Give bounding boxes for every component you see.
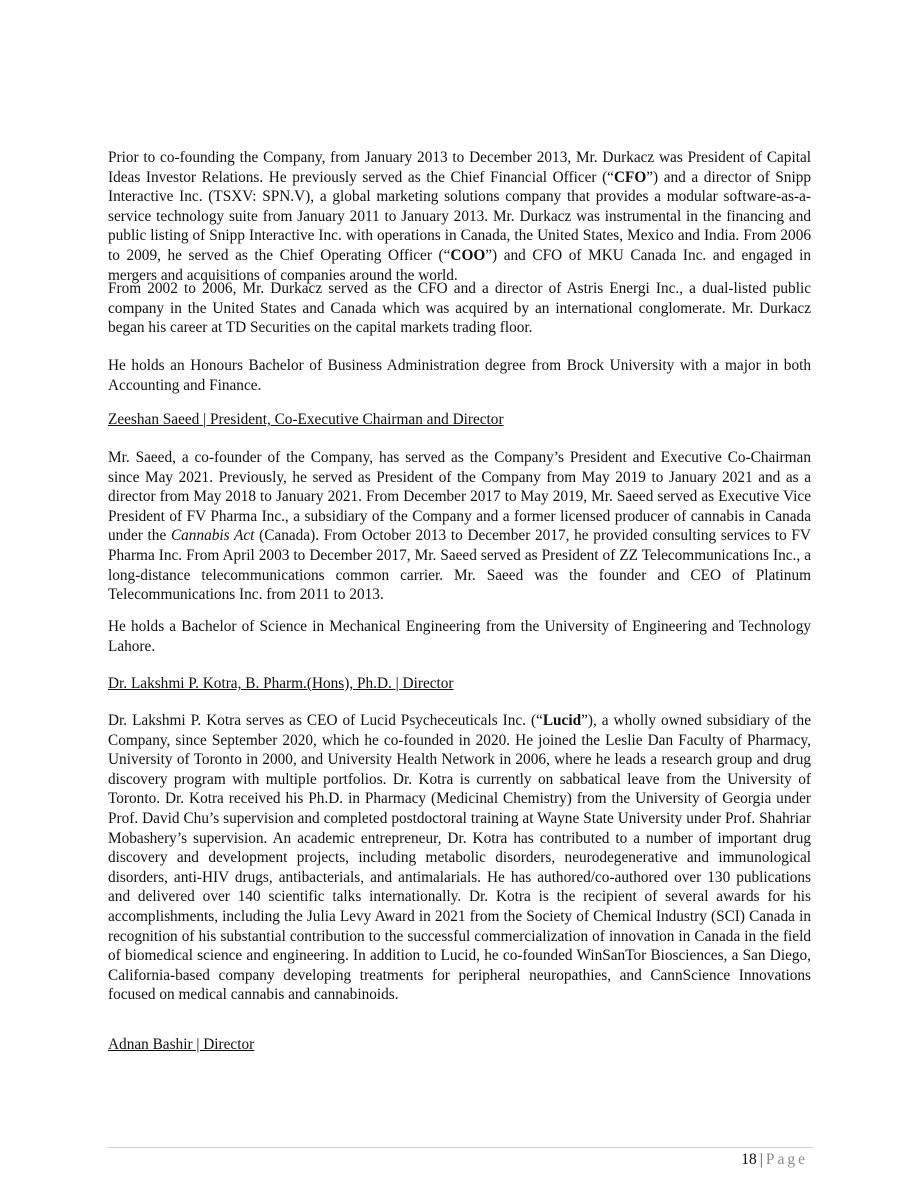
- paragraph-saeed-career: [108, 448, 811, 605]
- page-label: Page: [765, 1151, 808, 1168]
- heading-zeeshan-saeed: Zeeshan Saeed | President, Co-Executive Chairman and Director: [108, 411, 504, 428]
- defined-term: CFO: [613, 168, 647, 186]
- text: ”), a wholly owned subsidiary of the Company, since September 2020, which he co-founded in 2020. He joined the Leslie Dan Faculty of Pharmacy, University of Toronto in 2000, and University Health Network in 2006, where he leads a research group and drug discovery program with multiple portfolios. Dr. Kotra is currently on sabbatical leave from the University of Toronto. Dr. Kotra received his Ph.D. in Pharmacy (Medicinal Chemistry) from the University of Georgia under Prof. David Chu’s supervision and completed postdoctoral training at Wayne State University under Prof. Shahriar Mobashery’s supervision. An academic entrepreneur, Dr. Kotra has contributed to a number of important drug discovery and development projects, including metabolic disorders, neurodegenerative and immunological disorders, anti-HIV drugs, antibacterials, and antimalarials. He has authored/co-authored over 130 publications and delivered over 140 scientific talks internationally. Dr. Kotra is the recipient of several awards for his accomplishments, including the Julia Levy Award in 2021 from the Society of Chemical Industry (SCI) Canada in recognition of his substantial contribution to the successful commercialization of innovation in Canada in the field of biomedical science and engineering. In addition to Lucid, he co-founded WinSanTor Biosciences, a San Diego, California-based company developing treatments for peripheral neuropathies, and CannScience Innovations focused on medical cannabis and cannabinoids.: [108, 712, 811, 1004]
- paragraph-kotra-career: [108, 711, 811, 1005]
- paragraph-durkacz-early-career: From 2002 to 2006, Mr. Durkacz served as the CFO and a director of Astris Energi Inc., a dual-listed public company in the United States and Canada which was acquired by an international conglomerate. Mr. Durkacz began his career at TD Securities on the capital markets trading floor.: [108, 280, 811, 337]
- page-number: 18: [741, 1151, 757, 1168]
- paragraph-durkacz-education: He holds an Honours Bachelor of Business Administration degree from Brock University with a major in both Accounting and Finance.: [108, 357, 811, 394]
- footer-divider: [108, 1147, 813, 1148]
- text: (Canada). From October 2013 to December 2017, he provided consulting services to FV Pharma Inc. From April 2003 to December 2017, Mr. Saeed served as President of ZZ Telecommunications Inc., a long-distance telecommunications common carrier. Mr. Saeed was the founder and CEO of Platinum Telecommunications Inc. from 2011 to 2013.: [108, 527, 811, 604]
- footer-separator: |: [759, 1151, 763, 1168]
- defined-term: Lucid: [542, 712, 582, 729]
- page-footer: [741, 1151, 808, 1169]
- text: ”) and CFO of MKU Canada Inc. and engaged in mergers and acquisitions of companies around the world.: [108, 246, 811, 284]
- text: Dr. Lakshmi P. Kotra serves as CEO of Lucid Psycheceuticals Inc. (“: [108, 712, 543, 729]
- act-name: Cannabis Act: [170, 527, 255, 545]
- text: Mr. Saeed, a co-founder of the Company, has served as the Company’s President and Executive Co-Chairman since May 2021. Previously, he served as President of the Company from May 2019 to January 2021 and as a director from May 2018 to January 2021. From December 2017 to May 2019, Mr. Saeed served as Executive Vice President of FV Pharma Inc., a subsidiary of the Company and a former licensed producer of cannabis in Canada under the: [108, 449, 811, 545]
- defined-term: COO: [450, 246, 486, 264]
- heading-lakshmi-kotra: Dr. Lakshmi P. Kotra, B. Pharm.(Hons), Ph.D. | Director: [108, 675, 454, 692]
- paragraph-saeed-education: He holds a Bachelor of Science in Mechanical Engineering from the University of Engineering and Technology Lahore.: [108, 618, 811, 655]
- paragraph-durkacz-career: [108, 148, 811, 285]
- text: Prior to co-founding the Company, from January 2013 to December 2013, Mr. Durkacz was President of Capital Ideas Investor Relations. He previously served as the Chief Financial Officer (“: [108, 149, 811, 186]
- heading-adnan-bashir: Adnan Bashir | Director: [108, 1036, 255, 1053]
- text: ”) and a director of Snipp Interactive Inc. (TSXV: SPN.V), a global marketing solutions company that provides a modular software-as-a-service technology suite from January 2011 to January 2013. Mr. Durkacz was instrumental in the financing and public listing of Snipp Interactive Inc. with operations in Canada, the United States, Mexico and India. From 2006 to 2009, he served as the Chief Operating Officer (“: [108, 168, 811, 264]
